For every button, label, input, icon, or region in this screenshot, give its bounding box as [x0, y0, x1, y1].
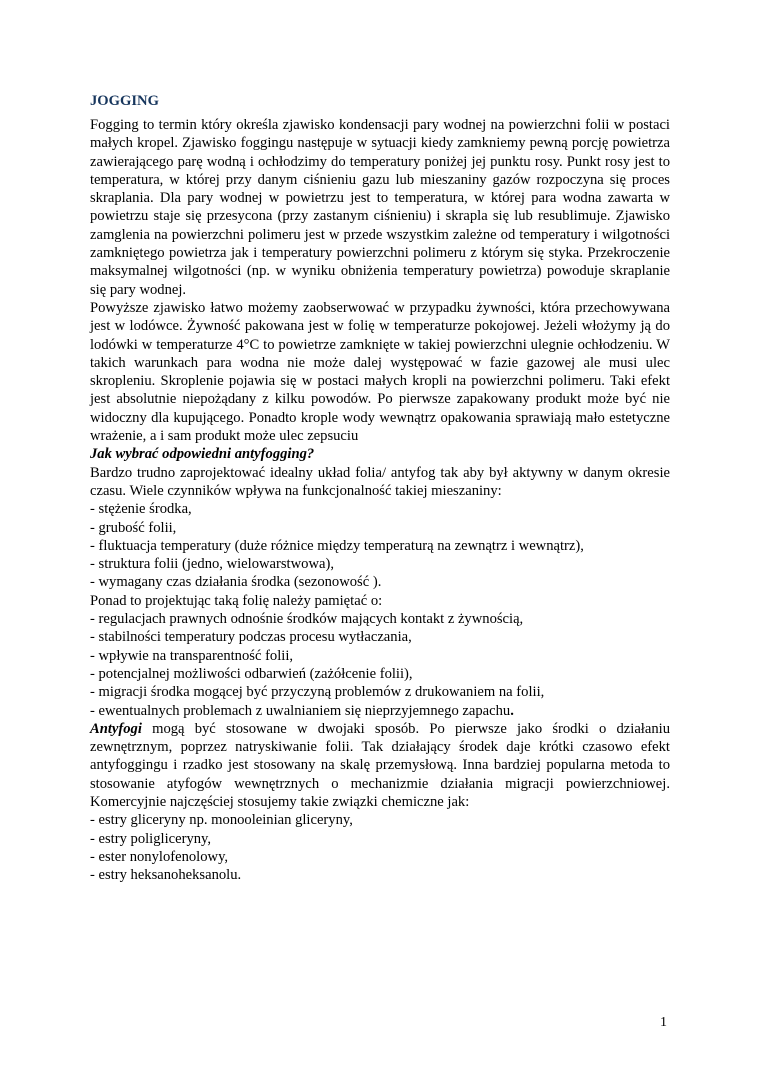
list-item: - estry poligliceryny, [90, 830, 212, 847]
list-item: - estry gliceryny np. monooleinian gliceryny, [90, 812, 353, 829]
list-item: - stężenie środka, [90, 501, 192, 518]
list-item: - wpływie na transparentność folii, [90, 647, 294, 664]
factors-list [90, 500, 670, 591]
list-item: - regulacjach prawnych odnośnie środków mających kontakt z żywnością, [90, 611, 524, 628]
list-item: - wymagany czas działania środka (sezonowość ). [90, 574, 382, 591]
antifogs-lead: Antyfogi [90, 720, 142, 737]
list-item-text: - ewentualnych problemach z uwalnianiem się nieprzyjemnego zapachu [90, 702, 511, 719]
document-title: JOGGING [90, 93, 159, 109]
compounds-list [90, 811, 670, 884]
paragraph-fogging-definition: Fogging to termin który określa zjawisko kondensacji pary wodnej na powierzchni folii w postaci małych kropel. Zjawisko foggingu następuje w sytuacji kiedy zamkniemy pewną porcję powietrza zawierającego parę wodną i ochłodzimy do temperatury poniżej jej punktu rosy. Punkt rosy jest to temperatura, w której przy danym ciśnieniu gazu lub mieszaniny gazów rozpoczyna się proces skraplania. Dla pary wodnej w powietrzu jest to temperatura, w której para wodna zawarta w powietrzu staje się przesycona (przy zastanym ciśnieniu) i skrapla się lub resublimuje. Zjawisko zamglenia na powierzchni polimeru jest w przede wszystkim zależne od temperatury i wilgotności zamkniętego powietrza jak i temperatury powierzchni polimeru z którym się styka. Przekroczenie maksymalnej wilgotności (np. w wyniku obniżenia temperatury powietrza) powoduje skraplanie się pary wodnej. [90, 117, 670, 298]
antifogs-text: mogą być stosowane w dwojaki sposób. Po pierwsze jako środki o działaniu zewnętrznym, poprzez natryskiwanie folii. Tak działający środek daje krótki czasowo efekt antyfoggingu i rzadko jest stosowany na skalę przemysłową. Inna bardziej popularna metoda to stosowanie atyfogów wewnętrznych o mechanizmie działania migracji powierzchniowej. Komercyjnie najczęściej stosujemy takie związki chemiczne jak: [90, 720, 670, 810]
list-item: - struktura folii (jedno, wielowarstwowa), [90, 556, 334, 573]
list-item: - migracji środka mogącej być przyczyną problemów z drukowaniem na folii, [90, 684, 545, 701]
list-item: - ester nonylofenolowy, [90, 848, 229, 865]
list-item-period: . [510, 702, 514, 719]
page-number: 1 [660, 1015, 667, 1030]
section-heading: Jak wybrać odpowiedni antyfogging? [90, 446, 315, 463]
paragraph-design-difficulty: Bardzo trudno zaprojektować idealny układ folia/ antyfog tak aby był aktywny w danym okresie czasu. Wiele czynników wpływa na funkcjonalność takiej mieszaniny: [90, 464, 670, 499]
paragraph-refrigerator-example: Powyższe zjawisko łatwo możemy zaobserwować w przypadku żywności, która przechowywana jest w lodówce. Żywność pakowana jest w folię w temperaturze pokojowej. Jeżeli włożymy ją do lodówki w temperaturze 4°C to powietrze zamknięte w takiej powierzchni ulegnie ochłodzeniu. W takich warunkach para wodna nie może dalej występować w fazie gazowej ale musi ulec skropleniu. Skroplenie pojawia się w postaci małych kropli na powierzchni polimeru. Taki efekt jest absolutnie niepożądany z kilku powodów. Po pierwsze zapakowany produkt może być nie widoczny dla kupującego. Ponadto krople wody wewnątrz opakowania sprawiają mało estetyczne wrażenie, a i sam produkt może ulec zepsuciu [90, 299, 670, 445]
list-item: - stabilności temperatury podczas procesu wytłaczania, [90, 629, 412, 646]
document-page [90, 92, 670, 884]
list-item: - grubość folii, [90, 519, 177, 536]
list-item [90, 702, 670, 720]
list-item: - potencjalnej możliwości odbarwień (zażółcenie folii), [90, 665, 413, 682]
list-item: - estry heksanoheksanolu. [90, 867, 242, 884]
paragraph-remember: Ponad to projektując taką folię należy pamiętać o: [90, 592, 383, 609]
considerations-list [90, 610, 670, 720]
paragraph-antifogs [90, 720, 670, 811]
list-item: - fluktuacja temperatury (duże różnice między temperaturą na zewnątrz i wewnątrz), [90, 537, 584, 554]
